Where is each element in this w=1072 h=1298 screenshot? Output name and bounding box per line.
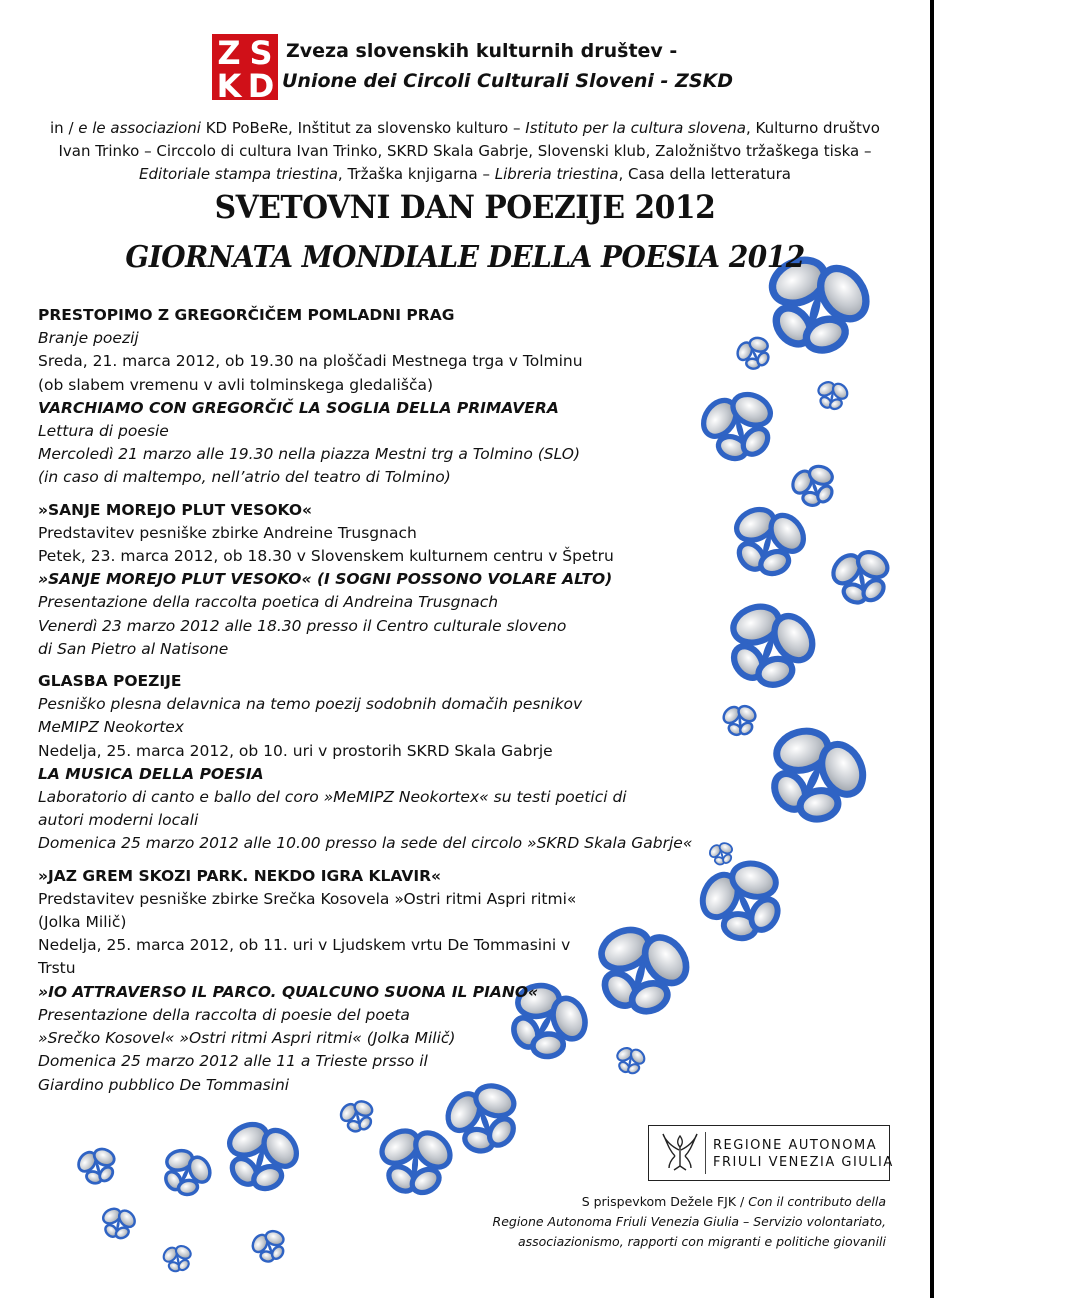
butterfly-icon (684, 845, 802, 958)
event-detail-sl: Predstavitev pesniške zbirke Andreine Trusgnach (38, 523, 417, 542)
event-title-sl: PRESTOPIMO Z GREGORČIČEM POMLADNI PRAG (38, 306, 455, 324)
event-detail-it: Laboratorio di canto e ballo del coro »MeMIPZ Neokortex« su testi poetici di (38, 788, 627, 807)
region-fvg-logo (648, 1125, 894, 1181)
butterfly-icon (372, 1122, 459, 1201)
event-detail-it: (in caso di maltempo, nell’atrio del teatro di Tolmino) (38, 468, 451, 487)
event-detail-it: Domenica 25 marzo 2012 alle 10.00 presso la sede del circolo »SKRD Skala Gabrje« (38, 834, 693, 853)
contribution-line: S prispevkom Dežele FJK / Con il contributo della (581, 1194, 886, 1209)
butterfly-icon (690, 381, 787, 471)
event-title-it: »SANJE MOREJO PLUT VESOKO« (I SOGNI POSSONO VOLARE ALTO) (38, 570, 613, 589)
event-detail-sl: Nedelja, 25. marca 2012, ob 11. uri v Ljudskem vrtu De Tommasini v (38, 936, 571, 955)
event-detail-it: Presentazione della raccolta di poesie del poeta (38, 1005, 410, 1024)
event-detail-it: Giardino pubblico De Tommasini (38, 1075, 290, 1094)
event-detail-it: Presentazione della raccolta poetica di Andreina Trusgnach (38, 593, 499, 612)
assoc-line: Ivan Trinko – Circcolo di cultura Ivan Trinko, SKRD Skala Gabrje, Slovenski klub, Založništvo tržaškega tiska – (58, 142, 872, 160)
eagle-crest-icon (657, 1130, 703, 1176)
region-name-line1: REGIONE AUTONOMA (713, 1138, 878, 1153)
event-detail-it: Mercoledì 21 marzo alle 19.30 nella piazza Mestni trg a Tolmino (SLO) (38, 445, 581, 464)
event-detail-sl: Sreda, 21. marca 2012, ob 19.30 na ploščadi Mestnega trga v Tolminu (38, 352, 583, 371)
page-title-it: GIORNATA MONDIALE DELLA POESIA 2012 (125, 240, 805, 275)
event-title-it: LA MUSICA DELLA POESIA (38, 764, 264, 783)
region-name-line2: FRIULI VENEZIA GIULIA (713, 1155, 894, 1170)
event-detail-it: Lettura di poesie (38, 422, 169, 441)
event-detail-sl: Pesniško plesna delavnica na temo poezij sodobnih domačih pesnikov (38, 695, 583, 714)
event-block (38, 499, 698, 661)
assoc-line: in / e le associazioni KD PoBeRe, Inštitut za slovensko kulturo – Istituto per la cultura slovena, Kulturno društvo (50, 119, 880, 137)
right-margin-rule (930, 0, 934, 1298)
associations-text (30, 117, 900, 186)
event-detail-it: »Srečko Kosovel« »Ostri ritmi Aspri ritmi« (Jolka Milič) (38, 1029, 456, 1048)
assoc-line: Editoriale stampa triestina, Tržaška knjigarna – Libreria triestina, Casa della letteratura (139, 165, 791, 183)
butterfly-icon (246, 1224, 293, 1268)
event-block (38, 865, 698, 1097)
butterfly-icon (705, 839, 737, 869)
butterfly-icon (213, 1111, 310, 1201)
event-detail-sl: Branje poezij (38, 329, 139, 348)
event-title-sl: »JAZ GREM SKOZI PARK. NEKDO IGRA KLAVIR« (38, 866, 442, 885)
contribution-note (420, 1192, 886, 1252)
butterfly-icon (824, 543, 898, 611)
org-name-it: Unione dei Circoli Culturali Sloveni - ZSKD (282, 70, 733, 92)
butterfly-icon (72, 1142, 124, 1190)
logo-letter: S (249, 34, 273, 72)
logo-letter: Z (217, 34, 241, 72)
logo-letter: K (216, 67, 242, 100)
org-name-sl: Zveza slovenskih kulturnih društev - (286, 40, 678, 62)
event-detail-it: autori moderni locali (38, 811, 199, 830)
contribution-line: Regione Autonoma Friuli Venezia Giulia – Servizio volontariato, (492, 1214, 886, 1229)
event-detail-sl: Nedelja, 25. marca 2012, ob 10. uri v prostorih SKRD Skala Gabrje (38, 741, 553, 760)
butterfly-icon (152, 1139, 221, 1205)
logo-letter: D (247, 67, 275, 100)
event-title-it: VARCHIAMO CON GREGORČIČ LA SOGLIA DELLA PRIMAVERA (38, 398, 559, 417)
event-title-it: »IO ATTRAVERSO IL PARCO. QUALCUNO SUONA IL PIANO« (38, 982, 539, 1001)
event-detail-sl: MeMIPZ Neokortex (38, 718, 184, 737)
butterfly-icon (720, 496, 817, 586)
event-detail-it: Venerdì 23 marzo 2012 alle 18.30 presso il Centro culturale sloveno (38, 616, 567, 635)
event-detail-it: di San Pietro al Natisone (38, 639, 229, 658)
event-detail-sl: (Jolka Milič) (38, 913, 127, 932)
event-detail-sl: (ob slabem vremenu v avli tolminskega gledališča) (38, 375, 434, 394)
event-title-sl: »SANJE MOREJO PLUT VESOKO« (38, 500, 313, 519)
butterfly-icon (784, 457, 844, 514)
event-detail-sl: Trstu (38, 959, 76, 978)
butterfly-icon (746, 709, 885, 841)
event-block (38, 670, 698, 856)
event-detail-sl: Predstavitev pesniške zbirke Srečka Kosovela »Ostri ritmi Aspri ritmi« (38, 889, 577, 908)
event-detail-sl: Petek, 23. marca 2012, ob 18.30 v Slovenskem kulturnem centru v Špetru (38, 547, 614, 566)
butterfly-icon (159, 1241, 196, 1275)
page-title-sl: SVETOVNI DAN POEZIJE 2012 (214, 188, 716, 226)
contribution-line: associazionismo, rapporti con migranti e politiche giovanili (517, 1234, 886, 1249)
event-detail-it: Domenica 25 marzo 2012 alle 11 a Trieste prsso il (38, 1052, 428, 1071)
event-title-sl: GLASBA POEZIJE (38, 672, 182, 691)
zskd-logo-icon (212, 34, 278, 100)
events-list (38, 304, 698, 1106)
butterfly-icon (813, 377, 852, 413)
butterfly-icon (720, 702, 761, 739)
butterfly-icon (709, 588, 830, 702)
butterfly-icon (730, 330, 778, 376)
butterfly-icon (97, 1203, 140, 1243)
event-block (38, 304, 698, 490)
region-divider (705, 1132, 706, 1174)
